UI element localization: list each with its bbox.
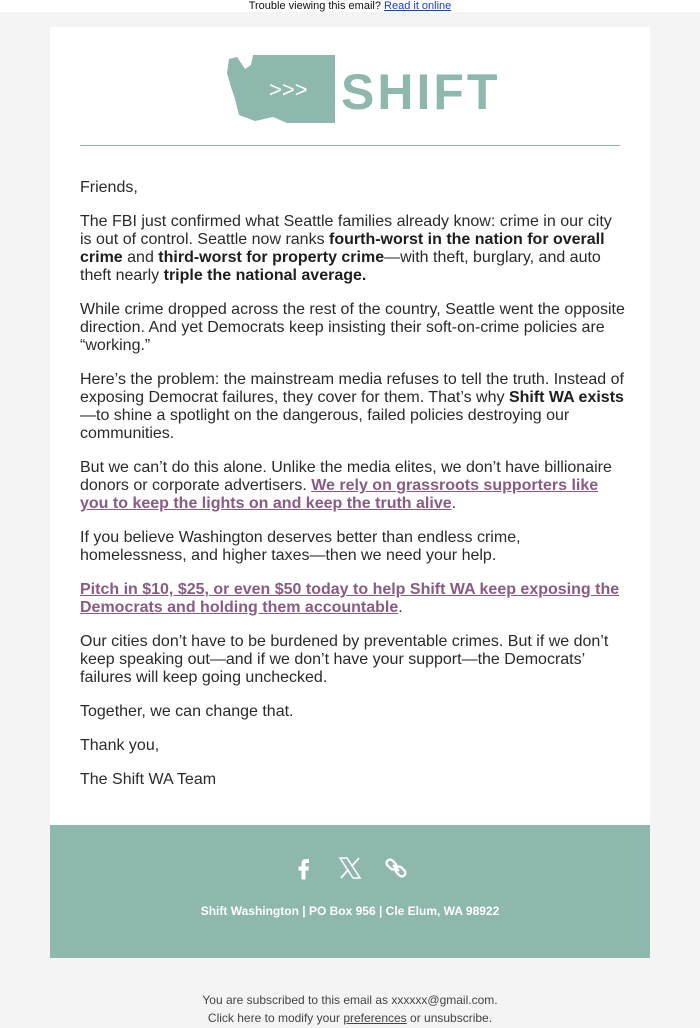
logo-wordmark: SHIFT [341,64,501,120]
header-divider [80,145,620,146]
grassroots-link[interactable]: We rely on grassroots supporters like you to keep the lights on and keep the truth alive [80,477,599,512]
paragraph-donate: Pitch in $10, $25, or even $50 today to help Shift WA keep exposing the Democrats and holding them accountable. [80,581,620,616]
email-card [50,27,650,825]
social-links [50,855,650,885]
preferences-line: Click here to modify your preferences or unsubscribe. [207,1011,493,1025]
x-icon[interactable] [337,855,363,881]
logo-arrows: >>> [269,77,308,102]
preferences-link[interactable]: preferences [343,1011,407,1025]
link-icon[interactable] [383,855,409,881]
paragraph-thanks: Thank you, [80,737,160,754]
paragraph-help: If you believe Washington deserves better than endless crime, homelessness, and higher taxes—then we need your help. [80,529,521,564]
read-online-link[interactable]: Read it online [384,0,452,12]
email-body [80,179,625,805]
subscription-footer [0,973,700,1028]
paragraph-grassroots: But we can’t do this alone. Unlike the media elites, we don’t have billionaire donors or corporate advertisers. We rely on grassroots supporters like you to keep the lights on and keep the truth alive. [80,459,612,512]
email-header [50,27,650,122]
greeting: Friends, [80,179,138,196]
paragraph-together: Together, we can change that. [80,703,294,720]
signoff: The Shift WA Team [80,771,217,788]
view-online-bar [0,0,700,12]
paragraph-media: Here’s the problem: the mainstream media refuses to tell the truth. Instead of exposing Democrat failures, they cover for them. That’s why Shift WA exists—to shine a spotlight on the dangerous, failed policies destroying our communities. [80,371,624,442]
paragraph-fbi: The FBI just confirmed what Seattle families already know: crime in our city is out of control. Seattle now ranks fourth-worst in the nation for overall crime and third-worst for property crime—with theft, burglary, and auto theft nearly triple the national average. [80,213,612,284]
view-online-text: Trouble viewing this email? [248,0,381,12]
mailing-address: Shift Washington | PO Box 956 | Cle Elum, WA 98922 [200,904,500,918]
shift-logo [225,51,501,123]
donate-link[interactable]: Pitch in $10, $25, or even $50 today to help Shift WA keep exposing the Democrats and holding them accountable [80,581,620,616]
paragraph-crime: While crime dropped across the rest of the country, Seattle went the opposite direction. And yet Democrats keep insisting their soft-on-crime policies are “working.” [80,301,625,354]
paragraph-cities: Our cities don’t have to be burdened by preventable crimes. But if we don’t keep speaking out—and if we don’t have your support—the Democrats’ failures will keep going unchecked. [80,633,609,686]
footer-band [50,825,650,958]
facebook-icon[interactable] [291,855,317,881]
subscribed-notice: You are subscribed to this email as xxxxxx@gmail.com. [202,993,498,1007]
